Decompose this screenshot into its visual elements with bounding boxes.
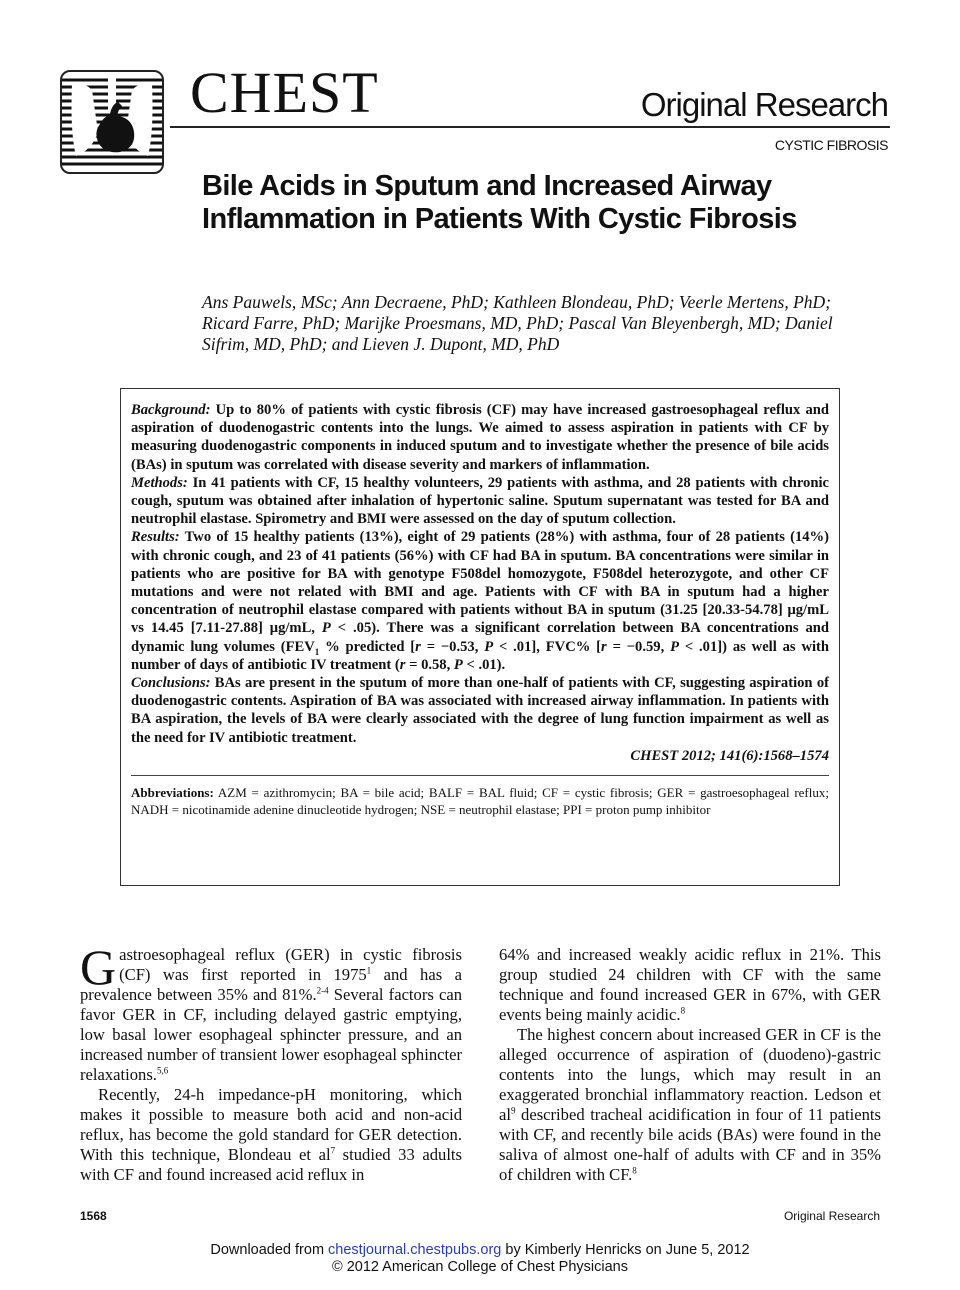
conclusions-text: BAs are present in the sputum of more than one-half of patients with CF, suggesting aspiration of duodenogastric contents. Aspiration of BA was associated with increased airway inflammation. In patients with BA aspiration, the levels of BA were clearly associated with the degree of lung function impairment as well as the need for IV antibiotic treatment. — [131, 675, 829, 746]
body-column-left — [80, 939, 462, 1185]
body-text: The highest concern about increased GER in CF is the alleged occurrence of aspiration of (duodeno)-gastric contents into the lungs, which may result in an exaggerated bronchial inflammatory reaction. Ledson et al — [499, 1025, 881, 1124]
copyright-line: © 2012 American College of Chest Physicians — [331, 1259, 628, 1275]
results-label: Results: — [131, 529, 180, 546]
article-title: Bile Acids in Sputum and Increased Airway Inflammation in Patients With Cystic Fibrosis — [202, 170, 797, 235]
download-line — [0, 1242, 960, 1259]
abbreviations-text: AZM = azithromycin; BA = bile acid; BALF = BAL fluid; CF = cystic fibrosis; GER = gastroesophageal reflux; NADH = nicotinamide adenine dinucleotide hydrogen; NSE = neutrophil elastase; PPI = proton pump inhibitor — [131, 785, 829, 818]
reference-marker[interactable]: 1 — [366, 965, 372, 976]
body-paragraph — [80, 939, 462, 1085]
background-text: Up to 80% of patients with cystic fibrosis (CF) may have increased gastroesophageal reflux and aspiration of duodenogastric contents into the lungs. We aimed to assess aspiration in patients with CF by measuring duodenogastric components in induced sputum and to investigate whether the presence of bile acids (BAs) in sputum was correlated with disease severity and markers of inflammation. — [131, 402, 829, 473]
author-list: Ans Pauwels, MSc; Ann Decraene, PhD; Kathleen Blondeau, PhD; Veerle Mertens, PhD; Ricard Farre, PhD; Marijke Proesmans, MD, PhD; Pascal Van Bleyenbergh, MD; Daniel Sifrim, MD, PhD; and Lieven J. Dupont, MD, PhD — [202, 292, 833, 354]
reference-marker[interactable]: 2-4 — [316, 985, 329, 996]
abstract-background — [131, 401, 829, 474]
background-label: Background: — [131, 402, 211, 418]
journal-logo — [60, 70, 164, 174]
results-text: = −0.59, — [606, 638, 671, 655]
methods-label: Methods: — [131, 474, 188, 491]
p-value-symbol: P — [453, 656, 463, 673]
results-text: = 0.58, — [405, 656, 454, 673]
body-paragraph — [80, 1085, 462, 1185]
abstract-results — [131, 528, 829, 674]
body-text: Recently, 24-h impedance-pH monitoring, which makes it possible to measure both acid and non-acid reflux, has become the gold standard for GER detection. With this technique, Blondeau et al — [80, 1085, 462, 1164]
abstract-box — [120, 388, 840, 886]
methods-text: In 41 patients with CF, 15 healthy volunteers, 29 patients with asthma, and 28 patients with chronic cough, sputum was obtained after inhalation of hypertonic saline. Sputum supernatant was tested for BA and neutrophil elastase. Spirometry and BMI were assessed on the day of sputum collection. — [131, 474, 829, 528]
body-text: described tracheal acidification in four of 11 patients with CF, and recently bile acids (BAs) were found in the saliva of almost one-half of adults with CF and in 35% of children with CF. — [499, 1105, 881, 1184]
results-text: < .01], FVC% [ — [493, 638, 602, 655]
body-text: 64% and increased weakly acidic reflux in 21%. This group studied 24 children with CF with the same technique and found increased GER in 67%, with GER events being mainly acidic. — [499, 945, 881, 1024]
r-symbol: r — [601, 638, 607, 655]
results-text: % predicted [ — [319, 638, 416, 655]
abstract-methods — [131, 474, 829, 529]
reference-marker[interactable]: 7 — [330, 1145, 336, 1156]
results-text: Two of 15 healthy patients (13%), eight of 29 patients (28%) with asthma, four of 28 patients (14%) with chronic cough, and 23 of 41 patients (56%) with CF had BA in sputum. BA concentrations were similar in patients who are positive for BA with genotype F508del homozygote, F508del heterozygote, and other CF mutations and were not related with BMI and age. Patients with CF with BA in sputum had a higher concentration of neutrophil elastase compared with patients without BA in sputum (31.25 [20.33-54.78] μg/mL vs 14.45 [7.11-27.88] μg/mL, — [131, 529, 829, 637]
body-text: and has a prevalence between 35% and 81%. — [80, 965, 462, 1004]
body-text: Several factors can favor GER in CF, including delayed gastric emptying, low basal lower esophageal sphincter pressure, and an increased number of transient lower esophageal sphincter relaxations. — [80, 985, 462, 1084]
citation: CHEST 2012; 141(6):1568–1574 — [630, 747, 829, 764]
results-text: < .01]) as well as with number of days of antibiotic IV treatment ( — [131, 638, 830, 673]
body-text: studied 33 adults with CF and found increased acid reflux in — [80, 1145, 462, 1184]
reference-marker[interactable]: 5,6 — [156, 1065, 169, 1076]
download-notice — [0, 1242, 960, 1276]
results-text: = −0.53, — [420, 638, 485, 655]
page-number: 1568 — [80, 1209, 107, 1223]
download-prefix: Downloaded from — [210, 1242, 329, 1258]
chest-journal-logo-icon — [62, 72, 162, 172]
p-value-symbol: P — [670, 638, 680, 655]
body-column-right — [499, 945, 881, 1185]
journal-name: CHEST — [190, 60, 379, 125]
abstract-divider — [131, 775, 829, 776]
body-paragraph — [499, 1025, 881, 1185]
footer-section-label: Original Research — [783, 1209, 880, 1223]
p-value-symbol: P — [321, 620, 331, 637]
abbreviations — [131, 784, 829, 818]
download-suffix: by Kimberly Henricks on June 5, 2012 — [501, 1242, 750, 1258]
reference-marker[interactable]: 8 — [680, 1005, 686, 1016]
fev-subscript: 1 — [314, 646, 320, 657]
conclusions-label: Conclusions: — [131, 675, 211, 692]
reference-marker[interactable]: 9 — [510, 1105, 516, 1116]
abbreviations-label: Abbreviations: — [131, 785, 214, 801]
body-text: astroesophageal reflux (GER) in cystic fibrosis (CF) was first reported in 1975 — [119, 945, 462, 984]
header-rule — [170, 126, 890, 128]
r-symbol: r — [399, 656, 406, 673]
reference-marker[interactable]: 8 — [632, 1165, 637, 1176]
r-symbol: r — [415, 638, 421, 655]
section-topic: CYSTIC FIBROSIS — [774, 137, 888, 153]
journal-link[interactable]: chestjournal.chestpubs.org — [328, 1242, 502, 1258]
section-type: Original Research — [640, 86, 888, 123]
results-text: < .01). — [462, 656, 506, 673]
abstract-conclusions — [131, 674, 829, 747]
p-value-symbol: P — [484, 638, 494, 655]
drop-cap: G — [80, 939, 117, 995]
results-text: < .05). There was a significant correlation between BA concentrations and dynamic lung volumes (FEV — [131, 620, 830, 655]
body-paragraph — [499, 945, 881, 1025]
